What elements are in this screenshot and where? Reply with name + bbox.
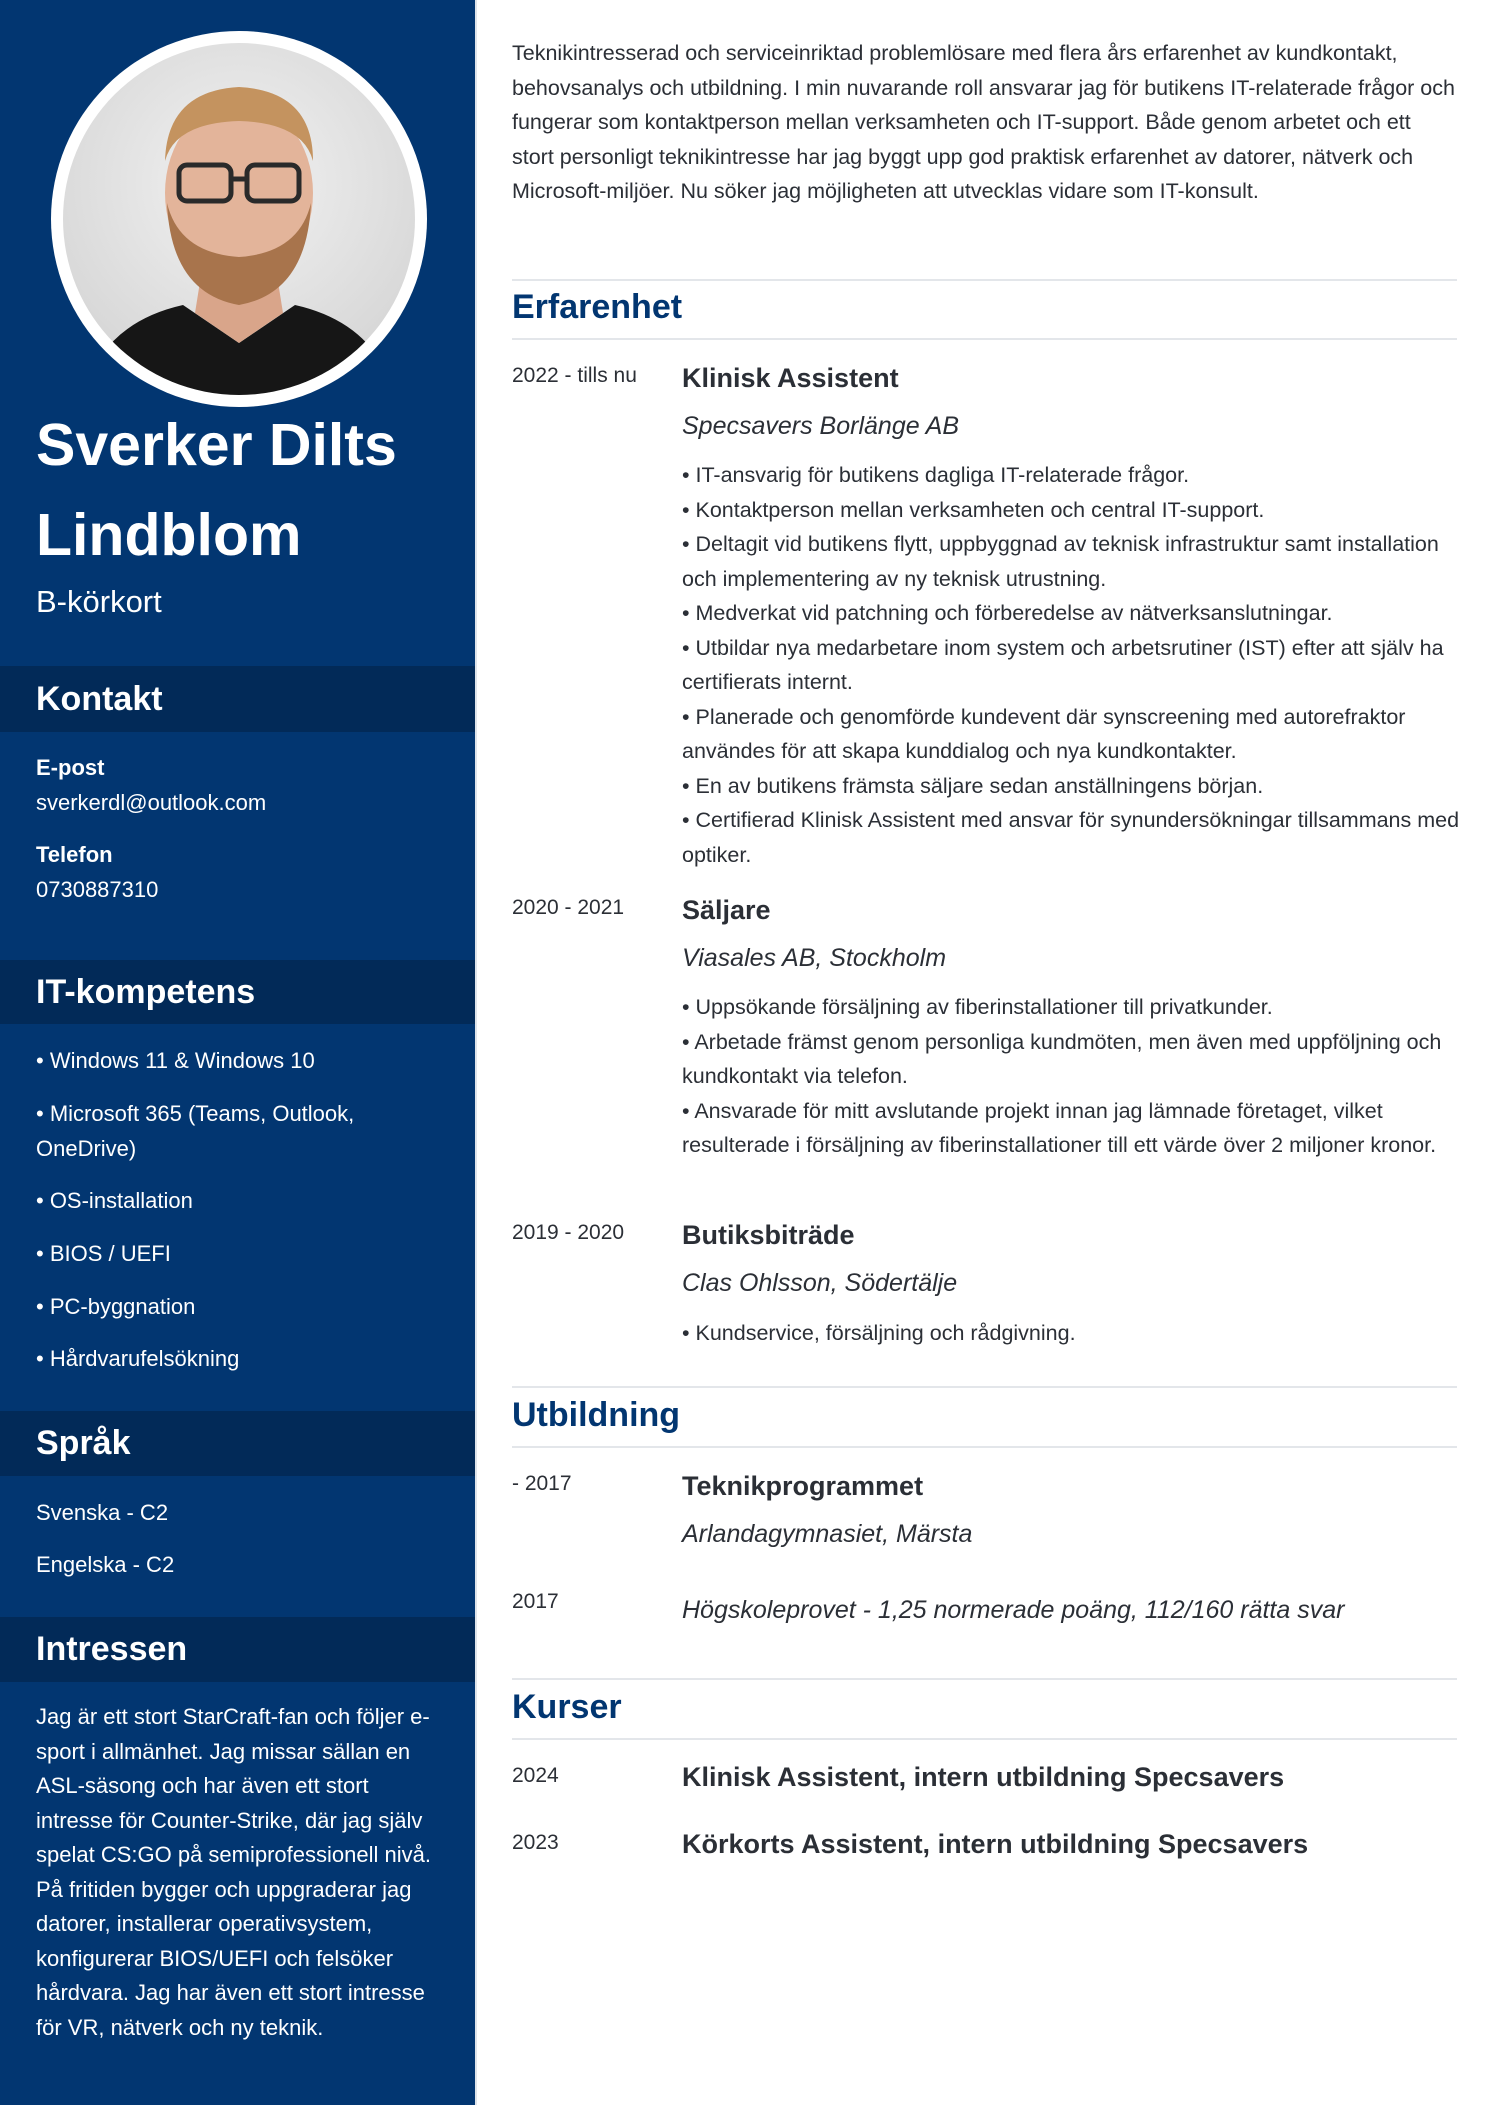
course-title: Körkorts Assistent, intern utbildning Specsavers xyxy=(682,1829,1309,1859)
skill-item: • BIOS / UEFI xyxy=(36,1241,171,1266)
list-item: • Medverkat vid patchning och förberedelse av nätverksanslutningar. xyxy=(682,601,1333,625)
course-date: 2023 xyxy=(512,1831,559,1854)
driving-license: B-körkort xyxy=(36,584,162,619)
section-divider xyxy=(512,1738,1457,1740)
list-item: • Kontaktperson mellan verksamheten och central IT-support. xyxy=(682,497,1265,522)
profile-photo-frame xyxy=(51,31,427,407)
education-title: Teknikprogrammet xyxy=(682,1471,924,1501)
skill-item: • Windows 11 & Windows 10 xyxy=(36,1048,315,1073)
list-item: • En av butikens främsta säljare sedan anställningens början. xyxy=(682,773,1264,798)
education-date: 2017 xyxy=(512,1590,559,1613)
interests-text: Jag är ett stort StarCraft-fan och följer e-sport i allmänhet. Jag missar sällan en ASL-säsong och har även ett stort intresse för Counter-Strike, där jag själv spelat CS:GO på semiprofessionell nivå. På fritiden bygger och uppgraderar jag datorer, installerar operativsystem, konfigurerar BIOS/UEFI och felsöker hårdvara. Jag har även ett stort intresse för VR, nätverk och ny teknik. xyxy=(36,1704,431,2040)
job-date: 2022 - tills nu xyxy=(512,364,637,387)
section-divider xyxy=(512,1386,1457,1388)
job-company: Specsavers Borlänge AB xyxy=(682,412,960,440)
sidebar xyxy=(0,0,477,2105)
contact-heading: Kontakt xyxy=(0,666,477,732)
profile-summary: Teknikintresserad och serviceinriktad problemlösare med flera års erfarenhet av kundkontakt, behovsanalys och utbildning. I min nuvarande roll ansvarar jag för butikens IT-relaterade frågor och fungerar som kontaktperson mellan verksamheten och IT-support. Både genom arbetet och ett stort personligt teknikintresse har jag byggt upp god praktisk erfarenhet av datorer, nätverk och Microsoft-miljöer. Nu söker jag möjligheten att utvecklas vidare som IT-konsult. xyxy=(512,41,1455,203)
email-value[interactable]: sverkerdl@outlook.com xyxy=(36,790,267,815)
languages-heading: Språk xyxy=(0,1411,477,1476)
education-heading: Utbildning xyxy=(512,1396,681,1434)
job-company: Clas Ohlsson, Södertälje xyxy=(682,1269,958,1297)
section-divider xyxy=(512,338,1457,340)
job-bullets xyxy=(682,1316,1462,1351)
interests-heading: Intressen xyxy=(0,1617,477,1682)
candidate-name: Sverker Dilts Lindblom xyxy=(36,412,397,568)
section-divider xyxy=(512,279,1457,281)
skill-item: • Microsoft 365 (Teams, Outlook, OneDrive) xyxy=(36,1101,355,1161)
list-item: • Kundservice, försäljning och rådgivning. xyxy=(682,1321,1076,1345)
list-item: • Ansvarade för mitt avslutande projekt innan jag lämnade företaget, vilket resulterade i försäljning av fiberinstallationer till ett värde över 2 miljoner kronor. xyxy=(682,1098,1437,1157)
education-note: Högskoleprovet - 1,25 normerade poäng, 112/160 rätta svar xyxy=(682,1596,1345,1624)
course-title: Klinisk Assistent, intern utbildning Specsavers xyxy=(682,1762,1285,1792)
email-label: E-post xyxy=(36,755,105,780)
phone-value[interactable]: 0730887310 xyxy=(36,877,159,902)
job-bullets xyxy=(682,458,1462,872)
skill-item: • Hårdvarufelsökning xyxy=(36,1346,240,1371)
job-title: Butiksbiträde xyxy=(682,1220,855,1250)
list-item: • Arbetade främst genom personliga kundmöten, men även med uppföljning och kundkontakt via telefon. xyxy=(682,1029,1442,1088)
list-item: • Planerade och genomförde kundevent där synscreening med autorefraktor användes för att skapa kunddialog och nya kundkontakter. xyxy=(682,704,1406,763)
skill-item: • PC-byggnation xyxy=(36,1294,196,1319)
it-skills-heading: IT-kompetens xyxy=(0,960,477,1024)
job-date: 2019 - 2020 xyxy=(512,1221,625,1244)
section-divider xyxy=(512,1678,1457,1680)
experience-heading: Erfarenhet xyxy=(512,288,683,326)
list-item: • Uppsökande försäljning av fiberinstallationer till privatkunder. xyxy=(682,995,1273,1019)
list-item: • Deltagit vid butikens flytt, uppbyggnad av teknisk infrastruktur samt installation och implementering av ny teknisk utrustning. xyxy=(682,532,1439,591)
list-item: • IT-ansvarig för butikens dagliga IT-relaterade frågor. xyxy=(682,463,1190,487)
language-item: Engelska - C2 xyxy=(36,1552,175,1577)
list-item: • Utbildar nya medarbetare inom system och arbetsrutiner (IST) efter att själv ha certifierats internt. xyxy=(682,635,1444,694)
job-title: Säljare xyxy=(682,895,771,925)
skill-item: • OS-installation xyxy=(36,1188,193,1213)
language-item: Svenska - C2 xyxy=(36,1500,169,1525)
section-divider xyxy=(512,1446,1457,1448)
job-bullets xyxy=(682,990,1462,1163)
profile-photo xyxy=(63,43,415,395)
education-school: Arlandagymnasiet, Märsta xyxy=(682,1520,973,1548)
phone-label: Telefon xyxy=(36,842,113,867)
course-date: 2024 xyxy=(512,1764,559,1787)
job-title: Klinisk Assistent xyxy=(682,363,899,393)
list-item: • Certifierad Klinisk Assistent med ansvar för synundersökningar tillsammans med optiker. xyxy=(682,808,1460,867)
education-date: - 2017 xyxy=(512,1472,572,1495)
job-company: Viasales AB, Stockholm xyxy=(682,944,947,972)
courses-heading: Kurser xyxy=(512,1688,622,1726)
job-date: 2020 - 2021 xyxy=(512,896,625,919)
